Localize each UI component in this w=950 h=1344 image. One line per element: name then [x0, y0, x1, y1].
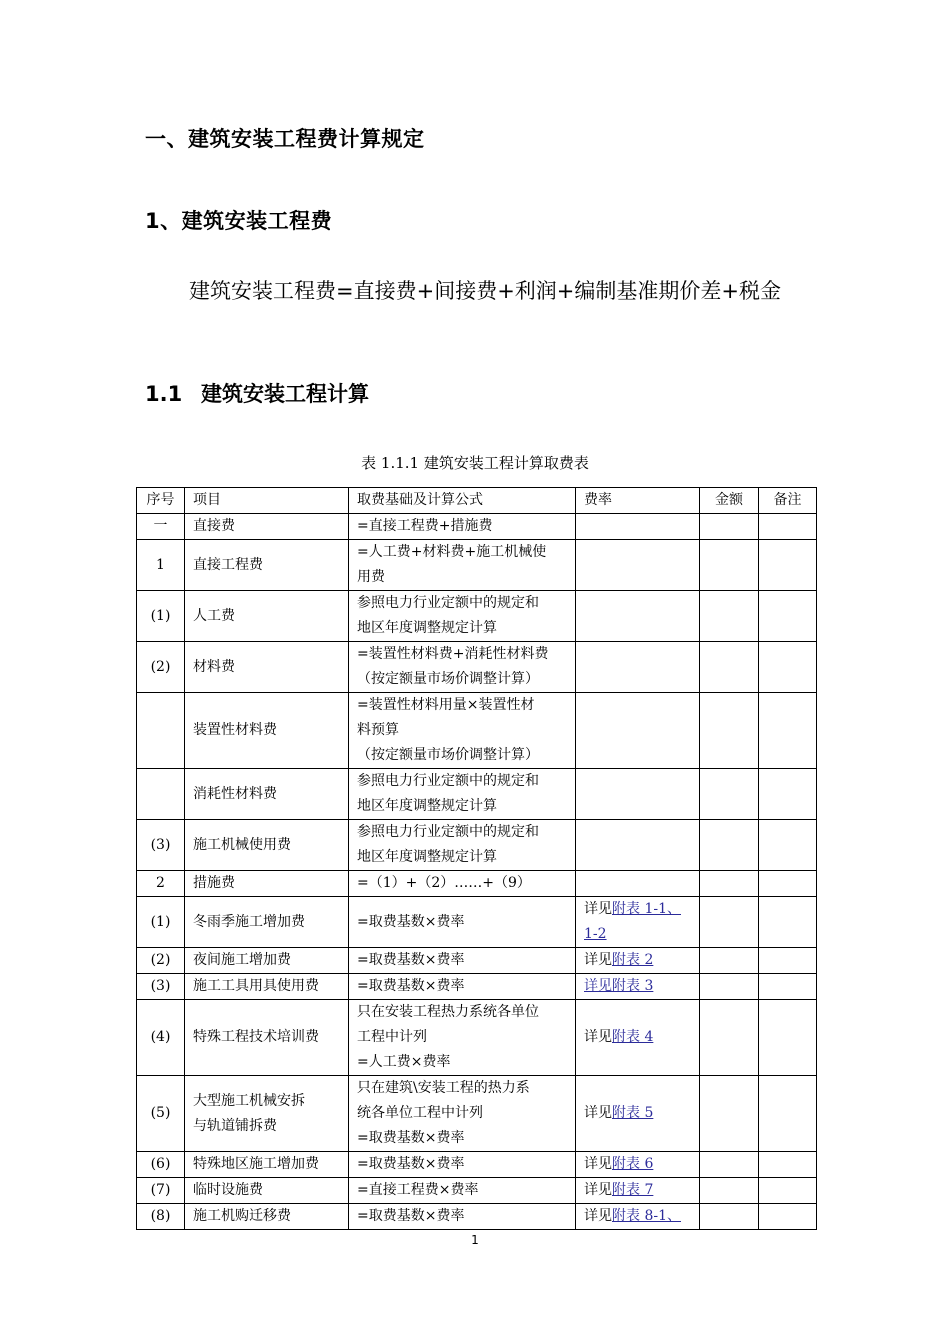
row-item: 直接工程费 — [185, 540, 349, 591]
row-formula: =直接工程费+措施费 — [349, 514, 576, 540]
row-item: 临时设施费 — [185, 1178, 349, 1204]
row-item: 施工机械使用费 — [185, 820, 349, 871]
row-item: 冬雨季施工增加费 — [185, 897, 349, 948]
row-amount — [700, 1000, 759, 1076]
row-formula: 参照电力行业定额中的规定和 地区年度调整规定计算 — [349, 769, 576, 820]
table-row — [137, 540, 817, 591]
row-amount — [700, 1204, 759, 1230]
table-row — [137, 693, 817, 769]
row-rate — [576, 514, 700, 540]
row-formula: =取费基数×费率 — [349, 1204, 576, 1230]
appendix-link[interactable]: 详见附表 3 — [584, 978, 654, 994]
row-remark — [759, 1152, 817, 1178]
row-rate — [576, 540, 700, 591]
row-amount — [700, 591, 759, 642]
row-number: 2 — [137, 871, 185, 897]
row-formula: =人工费+材料费+施工机械使 用费 — [349, 540, 576, 591]
row-remark — [759, 1076, 817, 1152]
row-item: 直接费 — [185, 514, 349, 540]
table-row — [137, 1076, 817, 1152]
header-formula: 取费基础及计算公式 — [349, 488, 576, 514]
row-remark — [759, 871, 817, 897]
row-formula: =装置性材料用量×装置性材 料预算 （按定额量市场价调整计算） — [349, 693, 576, 769]
row-formula: =取费基数×费率 — [349, 897, 576, 948]
row-number: (3) — [137, 820, 185, 871]
row-number: (2) — [137, 642, 185, 693]
table-row — [137, 591, 817, 642]
row-rate: 详见附表 8-1、 — [576, 1204, 700, 1230]
page-number: 1 — [471, 1233, 479, 1247]
row-number: (4) — [137, 1000, 185, 1076]
row-item: 装置性材料费 — [185, 693, 349, 769]
row-number: (7) — [137, 1178, 185, 1204]
row-rate — [576, 642, 700, 693]
row-rate: 详见附表 1-1、1-2 — [576, 897, 700, 948]
table-caption: 表 1.1.1 建筑安装工程计算取费表 — [361, 454, 589, 472]
row-amount — [700, 897, 759, 948]
row-amount — [700, 1152, 759, 1178]
heading-section: 1、建筑安装工程费 — [145, 209, 333, 233]
row-item: 特殊地区施工增加费 — [185, 1152, 349, 1178]
row-rate — [576, 693, 700, 769]
subsection-title: 建筑安装工程计算 — [201, 382, 369, 406]
row-remark — [759, 769, 817, 820]
table-row — [137, 871, 817, 897]
row-remark — [759, 820, 817, 871]
row-formula: 参照电力行业定额中的规定和 地区年度调整规定计算 — [349, 591, 576, 642]
row-rate: 详见附表 4 — [576, 1000, 700, 1076]
header-rate: 费率 — [576, 488, 700, 514]
row-rate — [576, 591, 700, 642]
row-number — [137, 769, 185, 820]
row-amount — [700, 871, 759, 897]
row-formula: =（1）+（2）……+（9） — [349, 871, 576, 897]
row-remark — [759, 540, 817, 591]
row-amount — [700, 1178, 759, 1204]
appendix-link[interactable]: 附表 8-1、 — [612, 1208, 681, 1224]
row-number: 1 — [137, 540, 185, 591]
row-number: 一 — [137, 514, 185, 540]
row-rate: 详见附表 7 — [576, 1178, 700, 1204]
appendix-link[interactable]: 附表 2 — [612, 952, 654, 968]
row-formula: 只在建筑\安装工程的热力系 统各单位工程中计列 =取费基数×费率 — [349, 1076, 576, 1152]
row-rate: 详见附表 6 — [576, 1152, 700, 1178]
row-rate — [576, 769, 700, 820]
row-number: (6) — [137, 1152, 185, 1178]
row-formula: =取费基数×费率 — [349, 1152, 576, 1178]
formula-paragraph: 建筑安装工程费=直接费+间接费+利润+编制基准期价差+税金 — [189, 279, 781, 303]
appendix-link[interactable]: 附表 4 — [612, 1029, 654, 1045]
row-number: (8) — [137, 1204, 185, 1230]
row-item: 施工工具用具使用费 — [185, 974, 349, 1000]
row-formula: =取费基数×费率 — [349, 948, 576, 974]
row-number — [137, 693, 185, 769]
row-item: 夜间施工增加费 — [185, 948, 349, 974]
row-amount — [700, 540, 759, 591]
row-number: (2) — [137, 948, 185, 974]
row-amount — [700, 820, 759, 871]
row-remark — [759, 1000, 817, 1076]
row-item: 消耗性材料费 — [185, 769, 349, 820]
row-item: 特殊工程技术培训费 — [185, 1000, 349, 1076]
row-remark — [759, 1204, 817, 1230]
row-remark — [759, 974, 817, 1000]
appendix-link[interactable]: 附表 6 — [612, 1156, 654, 1172]
row-remark — [759, 897, 817, 948]
row-item: 人工费 — [185, 591, 349, 642]
table-row — [137, 948, 817, 974]
row-remark — [759, 642, 817, 693]
table-row — [137, 514, 817, 540]
row-amount — [700, 642, 759, 693]
row-item: 大型施工机械安拆 与轨道铺拆费 — [185, 1076, 349, 1152]
row-remark — [759, 1178, 817, 1204]
table-row — [137, 642, 817, 693]
appendix-link[interactable]: 附表 5 — [612, 1105, 654, 1121]
row-formula: =取费基数×费率 — [349, 974, 576, 1000]
header-no: 序号 — [137, 488, 185, 514]
row-item: 材料费 — [185, 642, 349, 693]
row-item: 施工机购迁移费 — [185, 1204, 349, 1230]
table-row — [137, 897, 817, 948]
row-amount — [700, 693, 759, 769]
row-rate — [576, 871, 700, 897]
appendix-link[interactable]: 附表 1-1、1-2 — [584, 901, 681, 942]
appendix-link[interactable]: 附表 7 — [612, 1182, 654, 1198]
heading-subsection — [145, 378, 369, 408]
row-remark — [759, 591, 817, 642]
row-formula: 只在安装工程热力系统各单位 工程中计列 =人工费×费率 — [349, 1000, 576, 1076]
row-rate: 详见附表 2 — [576, 948, 700, 974]
row-rate: 详见附表 5 — [576, 1076, 700, 1152]
row-amount — [700, 974, 759, 1000]
table-row — [137, 974, 817, 1000]
row-number: (3) — [137, 974, 185, 1000]
row-remark — [759, 948, 817, 974]
row-remark — [759, 693, 817, 769]
row-amount — [700, 514, 759, 540]
table-row — [137, 1152, 817, 1178]
row-amount — [700, 769, 759, 820]
row-number: (1) — [137, 591, 185, 642]
row-remark — [759, 514, 817, 540]
header-item: 项目 — [185, 488, 349, 514]
header-amount: 金额 — [700, 488, 759, 514]
table-row — [137, 820, 817, 871]
row-number: (5) — [137, 1076, 185, 1152]
row-formula: =直接工程费×费率 — [349, 1178, 576, 1204]
subsection-number: 1.1 — [145, 382, 183, 406]
row-formula: =装置性材料费+消耗性材料费 （按定额量市场价调整计算） — [349, 642, 576, 693]
table-row — [137, 769, 817, 820]
table-row — [137, 1000, 817, 1076]
fee-table — [136, 487, 817, 1230]
row-item: 措施费 — [185, 871, 349, 897]
heading-chapter: 一、建筑安装工程费计算规定 — [145, 127, 425, 151]
table-header-row — [137, 488, 817, 514]
row-amount — [700, 1076, 759, 1152]
row-rate — [576, 820, 700, 871]
row-formula: 参照电力行业定额中的规定和 地区年度调整规定计算 — [349, 820, 576, 871]
row-rate — [576, 974, 700, 1000]
table-row — [137, 1178, 817, 1204]
row-number: (1) — [137, 897, 185, 948]
row-amount — [700, 948, 759, 974]
table-row — [137, 1204, 817, 1230]
header-remark: 备注 — [759, 488, 817, 514]
